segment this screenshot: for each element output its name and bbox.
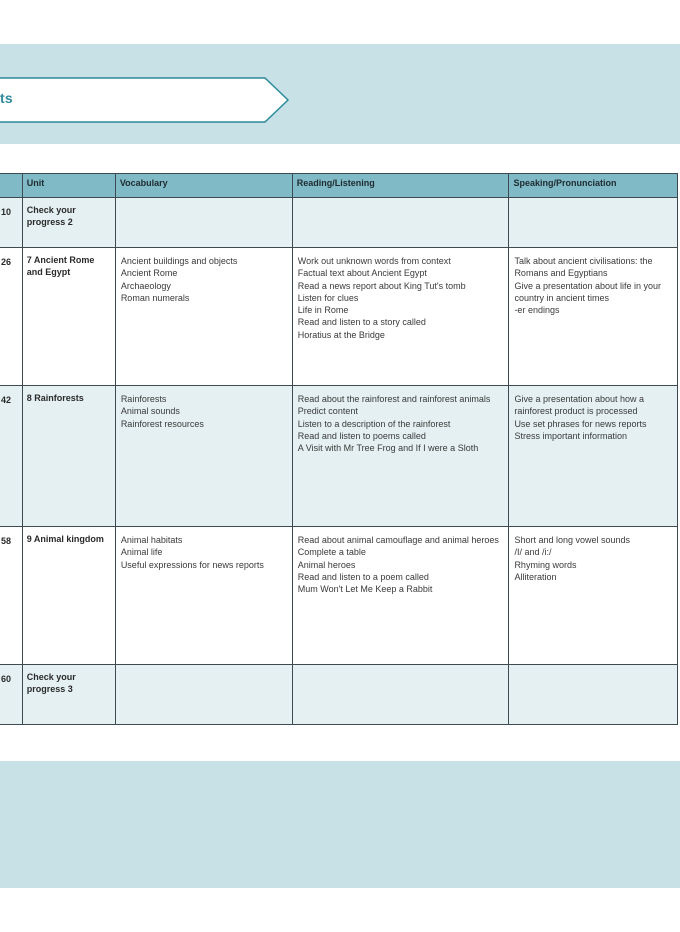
table-row — [0, 386, 678, 527]
reading-item: Listen to a description of the rainforest — [297, 418, 451, 429]
speaking-cell — [509, 248, 678, 386]
speaking-cell — [509, 665, 678, 725]
table-row — [0, 198, 678, 248]
reading-item: Life in Rome — [297, 305, 349, 316]
reading-item: Horatius at the Bridge — [297, 329, 385, 340]
vocabulary-item: Useful expressions for news reports — [120, 559, 264, 570]
reading-item: Animal heroes — [297, 559, 356, 570]
speaking-item: -er endings — [514, 305, 560, 316]
vocabulary-item: Rainforest resources — [120, 418, 204, 429]
reading-cell — [292, 386, 509, 527]
contents-table — [0, 173, 678, 725]
reading-cell — [292, 665, 509, 725]
vocabulary-item: Roman numerals — [120, 292, 190, 303]
reading-item: Mum Won't Let Me Keep a Rabbit — [297, 584, 433, 595]
reading-item: Factual text about Ancient Egypt — [297, 268, 427, 279]
reading-cell — [292, 198, 509, 248]
vocabulary-cell — [115, 527, 292, 665]
page-number: 10 — [0, 198, 22, 248]
table-row — [0, 665, 678, 725]
reading-item: Work out unknown words from context — [297, 256, 451, 266]
reading-item: Read and listen to a story called — [297, 317, 426, 328]
reading-item: Read a news report about King Tut's tomb — [297, 280, 466, 291]
speaking-item: Give a presentation about how a rainforest product is processed — [514, 394, 645, 417]
vocabulary-cell — [115, 198, 292, 248]
speaking-item: Use set phrases for news reports — [514, 418, 647, 429]
speaking-item: Rhyming words — [514, 559, 577, 570]
section-banner — [0, 77, 290, 123]
speaking-item: Short and long vowel sounds — [514, 535, 631, 545]
header-unit: Unit — [22, 174, 115, 198]
table-row — [0, 248, 678, 386]
vocabulary-item: Ancient Rome — [120, 268, 178, 279]
speaking-item: Alliteration — [514, 571, 557, 582]
header-speaking: Speaking/Pronunciation — [509, 174, 678, 198]
vocabulary-item: Animal life — [120, 547, 163, 558]
speaking-cell — [509, 198, 678, 248]
page-number: 26 — [0, 248, 22, 386]
page-number: 58 — [0, 527, 22, 665]
page-number: 42 — [0, 386, 22, 527]
vocabulary-cell — [115, 665, 292, 725]
reading-item: Complete a table — [297, 547, 366, 558]
reading-item: A Visit with Mr Tree Frog and If I were a Sloth — [297, 443, 479, 454]
unit-title: 8 Rainforests — [22, 386, 115, 527]
vocabulary-item: Ancient buildings and objects — [120, 256, 238, 266]
table-header-row — [0, 174, 678, 198]
vocabulary-cell — [115, 248, 292, 386]
unit-title: 7 Ancient Rome and Egypt — [22, 248, 115, 386]
speaking-item: Give a presentation about life in your country in ancient times — [514, 280, 662, 303]
unit-title: 9 Animal kingdom — [22, 527, 115, 665]
unit-title: Check your progress 3 — [22, 665, 115, 725]
vocabulary-item: Animal habitats — [120, 535, 183, 545]
speaking-cell — [509, 527, 678, 665]
reading-item: Read about the rainforest and rainforest animals — [297, 394, 491, 404]
speaking-item: Stress important information — [514, 430, 627, 441]
header-vocabulary: Vocabulary — [115, 174, 292, 198]
unit-title: Check your progress 2 — [22, 198, 115, 248]
speaking-cell — [509, 386, 678, 527]
reading-item: Listen for clues — [297, 292, 359, 303]
reading-item: Predict content — [297, 406, 358, 417]
reading-cell — [292, 248, 509, 386]
reading-item: Read and listen to poems called — [297, 430, 426, 441]
vocabulary-item: Archaeology — [120, 280, 171, 291]
speaking-item: Talk about ancient civilisations: the Romans and Egyptians — [514, 256, 653, 279]
page-number: 60 — [0, 665, 22, 725]
reading-cell — [292, 527, 509, 665]
banner-arrow-shape — [0, 77, 290, 123]
speaking-item: /I/ and /i:/ — [514, 547, 552, 558]
table-row — [0, 527, 678, 665]
reading-item: Read about animal camouflage and animal heroes — [297, 535, 499, 545]
header-page — [0, 174, 22, 198]
vocabulary-cell — [115, 386, 292, 527]
footer-band — [0, 761, 680, 888]
vocabulary-item: Animal sounds — [120, 406, 180, 417]
header-reading: Reading/Listening — [292, 174, 509, 198]
banner-title: ts — [0, 90, 13, 106]
reading-item: Read and listen to a poem called — [297, 571, 429, 582]
vocabulary-item: Rainforests — [120, 394, 167, 404]
